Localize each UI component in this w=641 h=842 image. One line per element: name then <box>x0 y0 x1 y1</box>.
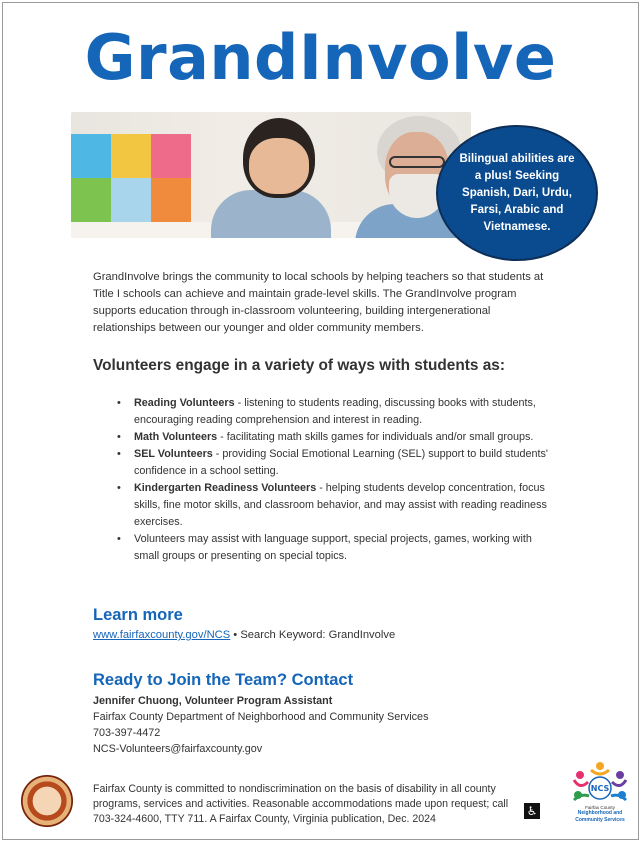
nondiscrimination-statement: Fairfax County is committed to nondiscrimination on the basis of disability in all county programs, services and activities. Reasonable accommodations made upon request; call 703-324-4600, TTY 711. A Fairfax County, Virginia publication, Dec. 2024 <box>93 783 509 825</box>
list-item: • Math Volunteers - facilitating math skills games for individuals and/or small groups. <box>134 429 552 446</box>
ncs-website-link[interactable]: www.fairfaxcounty.gov/NCS <box>93 629 231 641</box>
hero-photo <box>71 112 471 238</box>
badge-text: Bilingual abilities are a plus! Seeking Spanish, Dari, Urdu, Farsi, Arabic and Vietnamese. <box>459 152 575 233</box>
list-item: • Kindergarten Readiness Volunteers - helping students develop concentration, focus skills, fine motor skills, and classroom behavior, and may assist with reading readiness exercises. <box>134 480 552 531</box>
volunteers-heading: Volunteers engage in a variety of ways with students as: <box>93 357 505 374</box>
svg-text:NCS: NCS <box>590 784 610 793</box>
contact-department: Fairfax County Department of Neighborhood and Community Services <box>93 711 429 723</box>
ncs-logo <box>569 760 631 832</box>
contact-block <box>93 693 428 757</box>
wheelchair-icon: ♿ <box>524 803 540 819</box>
flyer-page <box>2 2 639 840</box>
learn-more-line <box>93 629 395 641</box>
ncs-people-icon <box>569 760 631 806</box>
fairfax-county-seal-icon <box>21 775 73 827</box>
list-item: • Volunteers may assist with language support, special projects, games, working with small groups or presenting on special topics. <box>134 531 552 565</box>
list-item: • Reading Volunteers - listening to students reading, discussing books with students, encouraging reading comprehension and interest in reading. <box>134 395 552 429</box>
volunteer-roles-list <box>134 395 552 565</box>
list-item: • SEL Volunteers - providing Social Emotional Learning (SEL) support to build students' confidence in a school setting. <box>134 446 552 480</box>
contact-name: Jennifer Chuong, Volunteer Program Assistant <box>93 695 333 707</box>
contact-heading: Ready to Join the Team? Contact <box>93 671 354 689</box>
contact-email: NCS-Volunteers@fairfaxcounty.gov <box>93 743 263 755</box>
search-keyword-text: • Search Keyword: GrandInvolve <box>230 629 396 641</box>
bilingual-badge <box>436 125 598 261</box>
ncs-logo-text: Fairfax County Neighborhood and Community Services <box>575 805 625 823</box>
page-title: GrandInvolve <box>84 21 557 94</box>
learn-more-heading: Learn more <box>93 606 183 624</box>
contact-phone: 703-397-4472 <box>93 727 161 739</box>
intro-paragraph: GrandInvolve brings the community to local schools by helping teachers so that students at Title I schools can achieve and maintain grade-level skills. The GrandInvolve program supports education through in-classroom volunteering, building intergenerational relationships between our younger and older community members. <box>93 271 544 334</box>
